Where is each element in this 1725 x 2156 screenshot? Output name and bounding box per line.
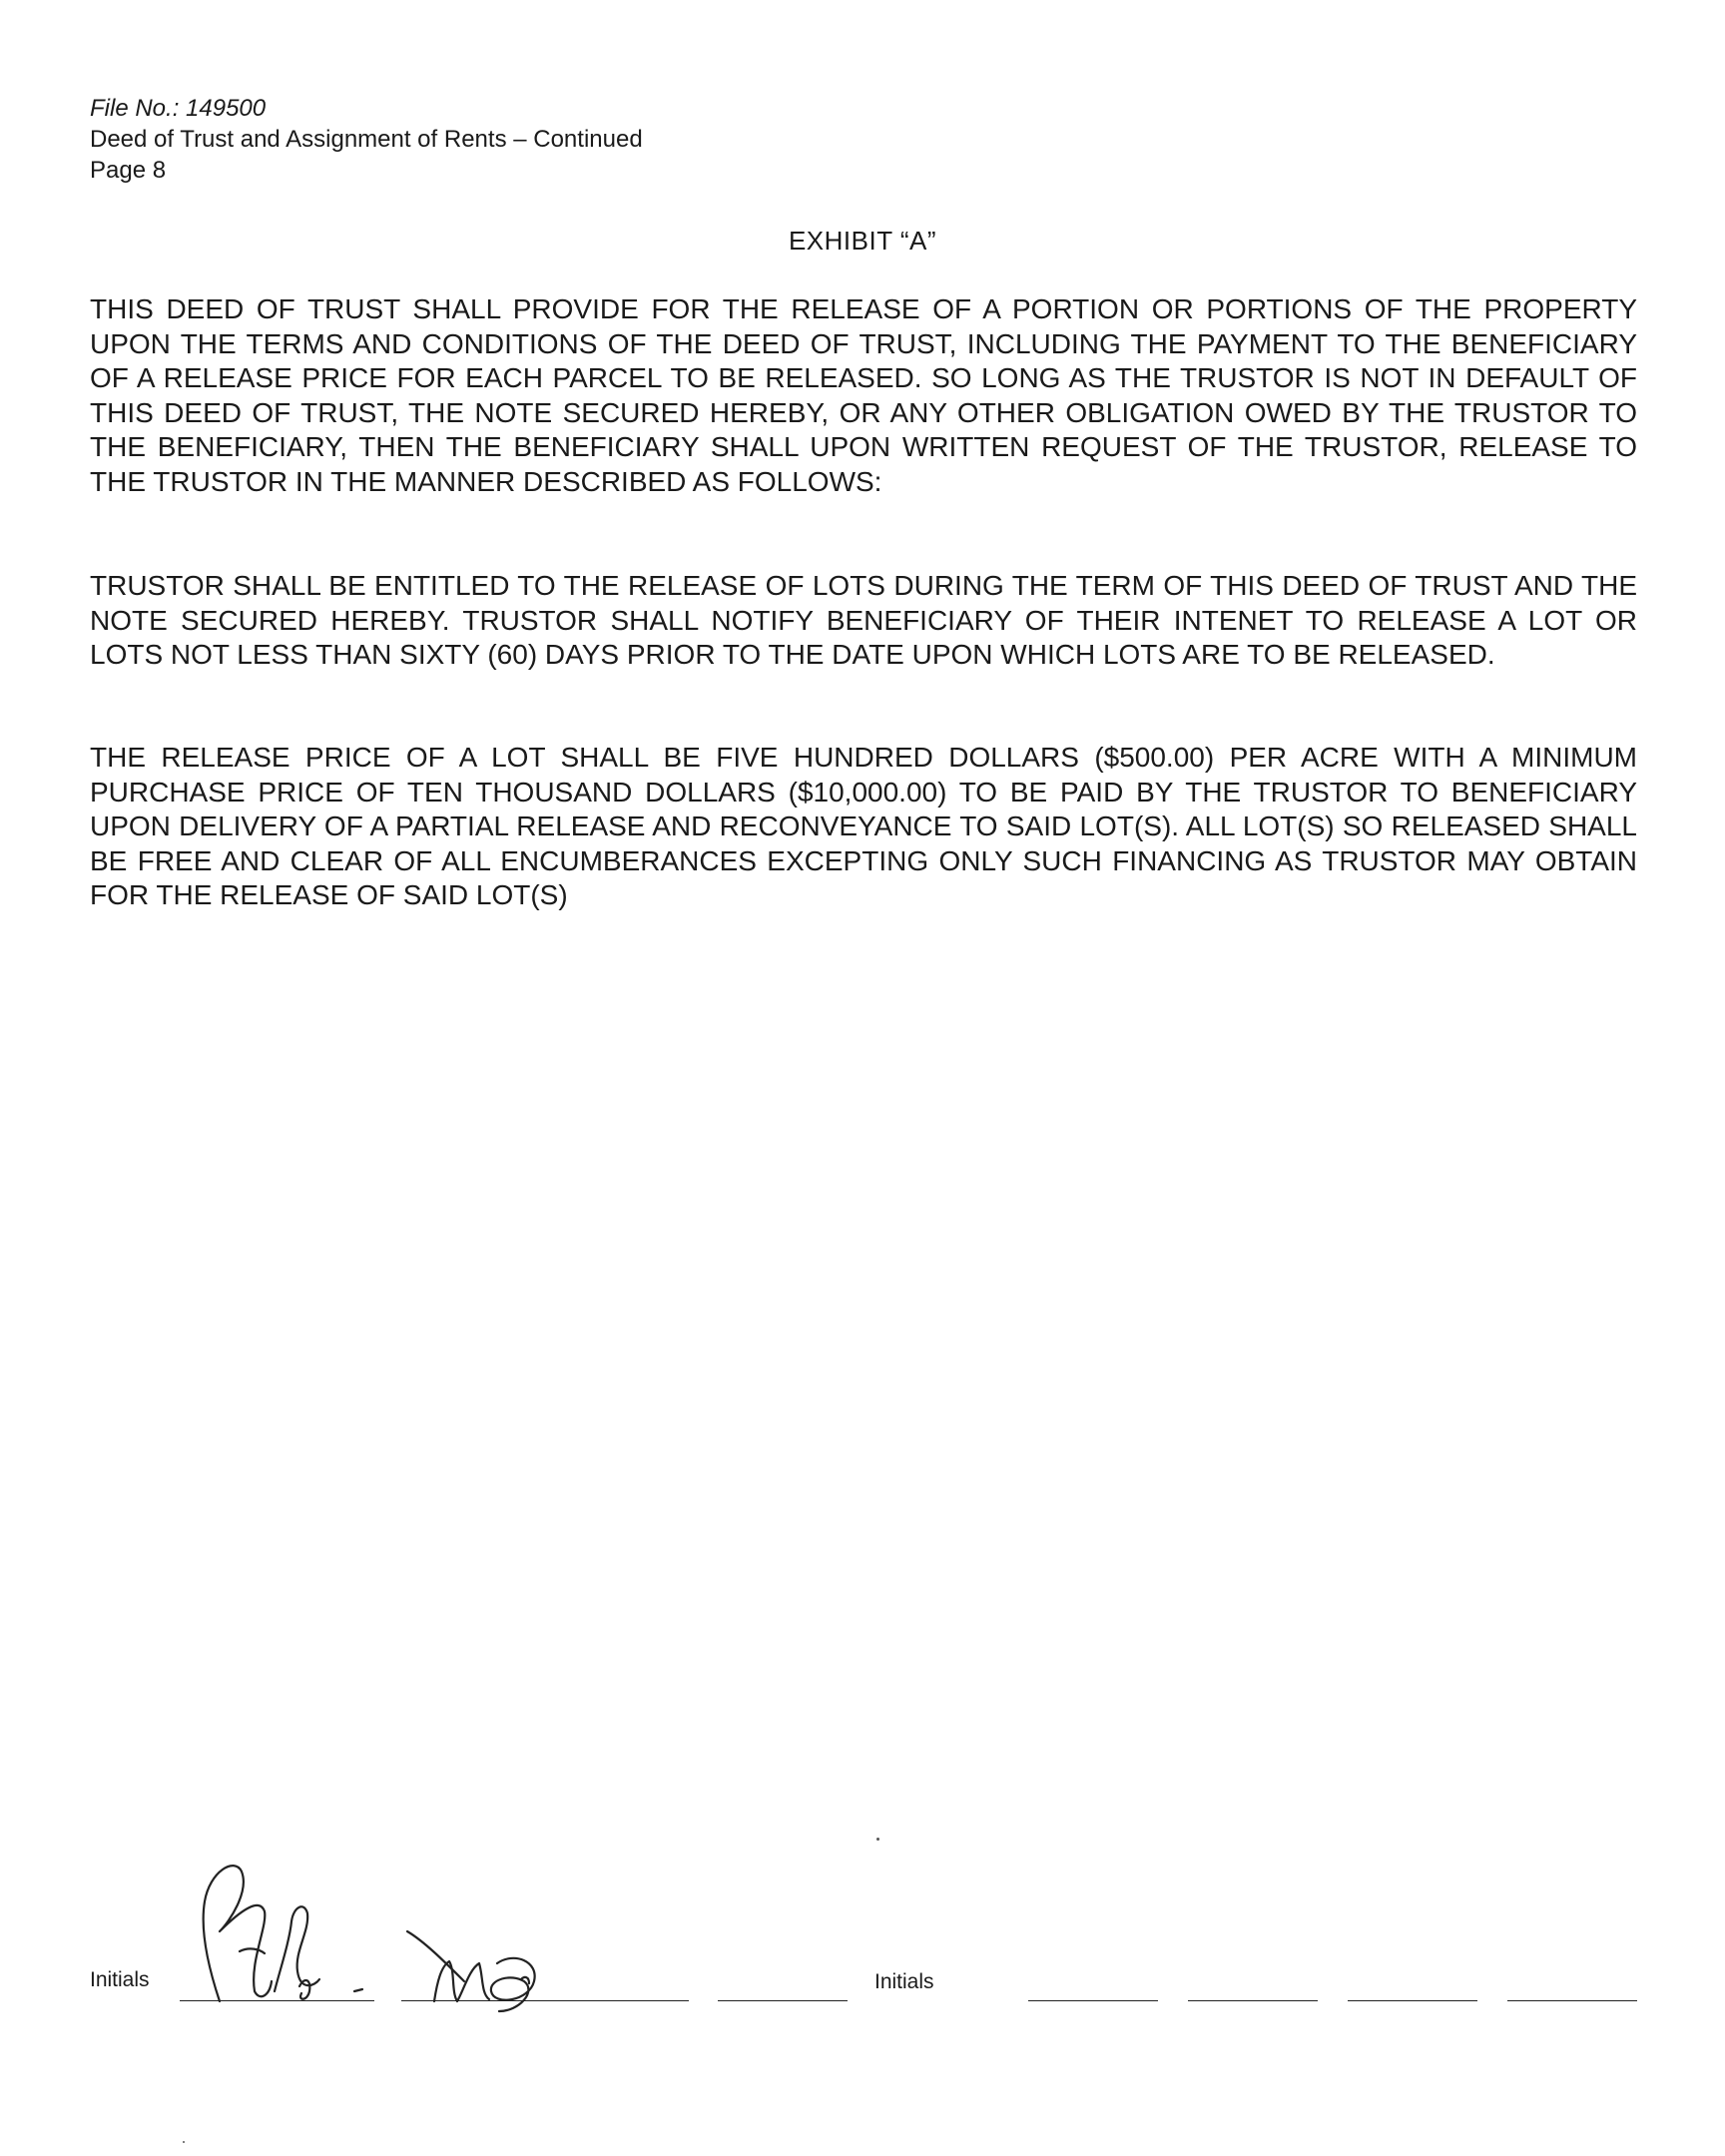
initials-line-right-3 xyxy=(1348,2000,1477,2001)
exhibit-title: EXHIBIT “A” xyxy=(788,226,937,256)
paragraph-release-of-lots: TRUSTOR SHALL BE ENTITLED TO THE RELEASE OF LOTS DURING THE TERM OF THIS DEED OF TRUST AND THE NOTE SECURED HEREBY. TRUSTOR SHALL NOTIFY BENEFICIARY OF THEIR INTENET TO RELEASE A LOT OR LOTS NOT LESS THAN SIXTY (60) DAYS PRIOR TO THE DATE UPON WHICH LOTS ARE TO BE RELEASED. xyxy=(90,570,1637,670)
initials-line-left-1 xyxy=(180,2000,374,2001)
initials-line-left-2 xyxy=(401,2000,689,2001)
initials-label-right: Initials xyxy=(874,1970,934,1993)
scan-speck xyxy=(183,2141,185,2143)
initials-line-right-1 xyxy=(1028,2000,1158,2001)
handwritten-initials-signature xyxy=(180,1852,599,2016)
file-number: File No.: 149500 xyxy=(90,95,267,122)
initials-line-right-4 xyxy=(1507,2000,1637,2001)
page-number: Page 8 xyxy=(90,157,167,184)
scan-speck xyxy=(876,1838,879,1841)
paragraph-release-price: THE RELEASE PRICE OF A LOT SHALL BE FIVE HUNDRED DOLLARS ($500.00) PER ACRE WITH A MINIMUM PURCHASE PRICE OF TEN THOUSAND DOLLARS ($10,000.00) TO BE PAID BY THE TRUSTOR TO BENEFICIARY UPON DELIVERY OF A PARTIAL RELEASE AND RECONVEYANCE TO SAID LOT(S). ALL LOT(S) SO RELEASED SHALL BE FREE AND CLEAR OF ALL ENCUMBERANCES EXCEPTING ONLY SUCH FINANCING AS TRUSTOR MAY OBTAIN FOR THE RELEASE OF SAID LOT(S) xyxy=(90,742,1637,910)
document-header xyxy=(90,93,643,186)
initials-line-left-3 xyxy=(718,2000,848,2001)
initials-line-right-2 xyxy=(1188,2000,1318,2001)
paragraph-release-terms: THIS DEED OF TRUST SHALL PROVIDE FOR THE RELEASE OF A PORTION OR PORTIONS OF THE PROPERTY UPON THE TERMS AND CONDITIONS OF THE DEED OF TRUST, INCLUDING THE PAYMENT TO THE BENEFICIARY OF A RELEASE PRICE FOR EACH PARCEL TO BE RELEASED. SO LONG AS THE TRUSTOR IS NOT IN DEFAULT OF THIS DEED OF TRUST, THE NOTE SECURED HEREBY, OR ANY OTHER OBLIGATION OWED BY THE TRUSTOR TO THE BENEFICIARY, THEN THE BENEFICIARY SHALL UPON WRITTEN REQUEST OF THE TRUSTOR, RELEASE TO THE TRUSTOR IN THE MANNER DESCRIBED AS FOLLOWS: xyxy=(90,293,1637,497)
document-subtitle: Deed of Trust and Assignment of Rents – Continued xyxy=(90,126,643,153)
initials-label-left: Initials xyxy=(90,1968,150,1991)
